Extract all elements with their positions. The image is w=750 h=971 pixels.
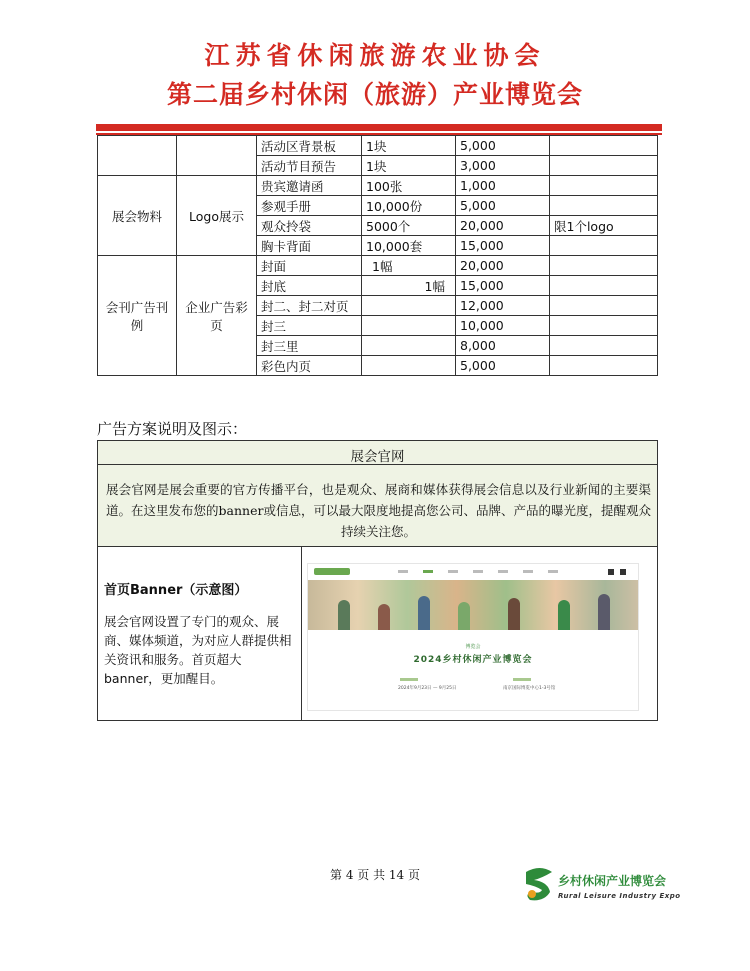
qty-cell: 5000个	[362, 216, 456, 236]
nav-item	[448, 570, 458, 573]
note-cell	[550, 316, 658, 336]
screenshot-logo	[314, 568, 350, 575]
website-screenshot	[307, 563, 639, 711]
photo-figure	[338, 600, 350, 630]
category-cell	[98, 136, 177, 176]
qty-cell	[362, 316, 456, 336]
note-cell	[550, 156, 658, 176]
price-cell: 20,000	[456, 256, 550, 276]
page-number: 第 4 页 共 14 页	[330, 868, 420, 882]
photo-figure	[508, 598, 520, 630]
qty-cell: 10,000套	[362, 236, 456, 256]
nav-item	[473, 570, 483, 573]
qty-cell: 1块	[362, 136, 456, 156]
nav-item	[498, 570, 508, 573]
subcategory-cell: Logo展示	[177, 176, 257, 256]
screenshot-label-bar	[400, 678, 418, 681]
logo-text-en: Rural Leisure Industry Expo	[558, 892, 681, 900]
note-cell	[550, 136, 658, 156]
price-cell: 3,000	[456, 156, 550, 176]
nav-item	[548, 570, 558, 573]
note-cell	[550, 256, 658, 276]
photo-figure	[558, 600, 570, 630]
item-cell: 观众拎袋	[257, 216, 362, 236]
table-row	[98, 176, 658, 196]
category-cell: 展会物料	[98, 176, 177, 256]
nav-item	[423, 570, 433, 573]
banner-description: 展会官网设置了专门的观众、展商、媒体频道，为对应人群提供相关资讯和服务。首页超大banner，更加醒目。	[104, 614, 292, 686]
nav-item	[398, 570, 408, 573]
expo-logo-icon	[522, 864, 556, 904]
screenshot-navbar	[308, 564, 638, 581]
search-icon	[608, 569, 614, 575]
note-cell	[550, 356, 658, 376]
item-cell: 封底	[257, 276, 362, 296]
item-cell: 活动节目预告	[257, 156, 362, 176]
box-divider	[301, 547, 302, 720]
screenshot-date: 2024年9月23日 — 9月25日	[398, 686, 457, 691]
qty-cell	[362, 356, 456, 376]
qty-cell	[362, 336, 456, 356]
subcategory-cell	[177, 136, 257, 176]
price-cell: 20,000	[456, 216, 550, 236]
screenshot-subtitle: 博览会	[465, 644, 481, 650]
note-cell	[550, 276, 658, 296]
note-cell	[550, 236, 658, 256]
price-cell: 10,000	[456, 316, 550, 336]
box-divider	[98, 464, 657, 465]
price-cell: 15,000	[456, 276, 550, 296]
price-cell: 8,000	[456, 336, 550, 356]
category-cell: 会刊广告刊例	[98, 256, 177, 376]
menu-icon	[620, 569, 626, 575]
screenshot-label-bar	[513, 678, 531, 681]
item-cell: 胸卡背面	[257, 236, 362, 256]
price-cell: 5,000	[456, 356, 550, 376]
qty-cell: 1幅	[362, 256, 456, 276]
qty-cell: 100张	[362, 176, 456, 196]
table-row	[98, 256, 658, 276]
qty-cell: 1幅	[362, 276, 456, 296]
banner-photo	[308, 580, 638, 630]
item-cell: 参观手册	[257, 196, 362, 216]
price-cell: 5,000	[456, 136, 550, 156]
banner-title: 首页Banner（示意图）	[104, 583, 248, 598]
item-cell: 封三	[257, 316, 362, 336]
photo-figure	[418, 596, 430, 630]
screenshot-venue: 南京国际博览中心1-3号馆	[503, 686, 556, 691]
ad-section-heading: 广告方案说明及图示：	[97, 420, 248, 438]
expo-logo	[522, 864, 681, 912]
logo-text-cn: 乡村休闲产业博览会	[558, 874, 667, 888]
header-title-line2: 第二届乡村休闲（旅游）产业博览会	[166, 80, 583, 109]
header-title-line1: 江苏省休闲旅游农业协会	[204, 41, 546, 70]
website-intro-box	[97, 440, 658, 547]
screenshot-expo-name: 2024乡村休闲产业博览会	[413, 655, 533, 665]
item-cell: 贵宾邀请函	[257, 176, 362, 196]
item-cell: 封面	[257, 256, 362, 276]
note-cell	[550, 296, 658, 316]
item-cell: 封三里	[257, 336, 362, 356]
subcategory-cell: 企业广告彩页	[177, 256, 257, 376]
note-cell: 限1个logo	[550, 216, 658, 236]
item-cell: 封二、封二对页	[257, 296, 362, 316]
price-cell: 12,000	[456, 296, 550, 316]
banner-info-box	[97, 546, 658, 721]
price-cell: 5,000	[456, 196, 550, 216]
photo-figure	[378, 604, 390, 630]
qty-cell	[362, 296, 456, 316]
header-rule-thick	[96, 124, 662, 131]
qty-cell: 1块	[362, 156, 456, 176]
item-cell: 彩色内页	[257, 356, 362, 376]
table-row	[98, 136, 658, 156]
price-cell: 15,000	[456, 236, 550, 256]
item-cell: 活动区背景板	[257, 136, 362, 156]
note-cell	[550, 176, 658, 196]
photo-figure	[458, 602, 470, 630]
price-table	[97, 135, 658, 376]
box-body-text: 展会官网是展会重要的官方传播平台，也是观众、展商和媒体获得展会信息以及行业新闻的主要渠道。在这里发布您的banner或信息，可以最大限度地提高您公司、品牌、产品的曝光度，提醒观众持续关注您。	[106, 482, 651, 539]
note-cell	[550, 196, 658, 216]
photo-figure	[598, 594, 610, 630]
nav-item	[523, 570, 533, 573]
box-title: 展会官网	[350, 449, 405, 465]
qty-cell: 10,000份	[362, 196, 456, 216]
note-cell	[550, 336, 658, 356]
price-cell: 1,000	[456, 176, 550, 196]
